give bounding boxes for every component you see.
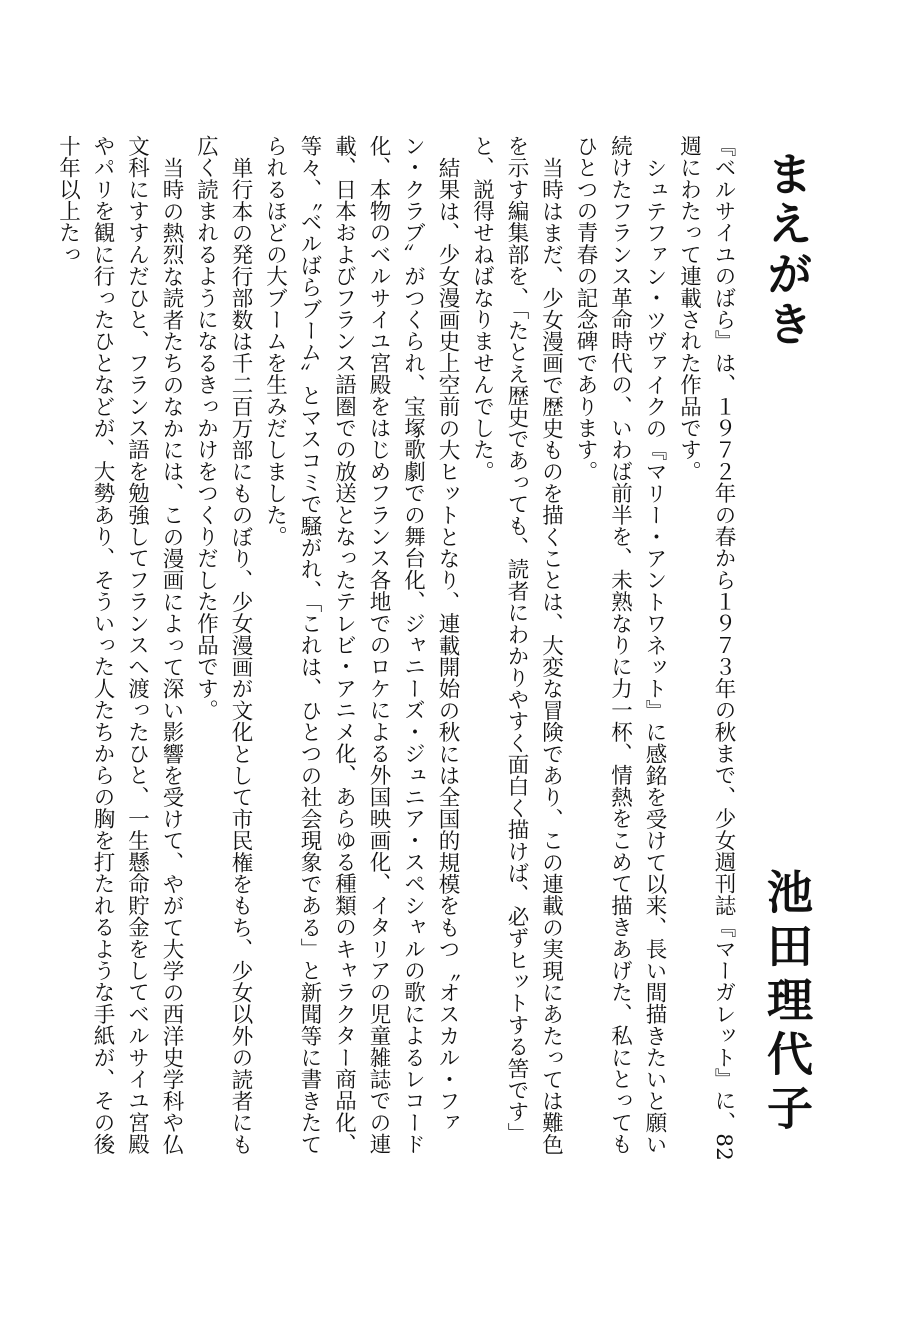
paragraph: シュテファン・ツヴァイクの『マリー・アントワネット』に感銘を受けて以来、長い間描きたいと願い続けたフランス革命時代の、いわば前半を、未熟なりに力一杯、情熱をこめて描きあげた、私にとってもひとつの青春の記念碑であります。	[573, 135, 667, 1155]
paragraph: 結果は、少女漫画史上空前の大ヒットとなり、連載開始の秋には全国的規模をもつ〝オスカル・ファン・クラブ〟がつくられ、宝塚歌劇での舞台化、ジャニーズ・ジュニア・スペシャルの歌によるレコード化、本物のベルサイユ宮殿をはじめフランス各地でのロケによる外国映画化、イタリアの児童雑誌での連載、日本およびフランス語圏での放送となったテレビ・アニメ化、あらゆる種類のキャラクター商品化、等々、〝ベルばらブーム〟とマスコミで騒がれ、「これは、ひとつの社会現象である」と新聞等に書きたてられるほどの大ブームを生みだしました。	[262, 135, 460, 1156]
paragraph: 単行本の発行部数は千二百万部にものぼり、少女漫画が文化として市民権をもち、少女以外の読者にも広く読まれるようになるきっかけをつくりだした作品です。	[193, 135, 253, 1155]
page-title: まえがき	[760, 150, 814, 350]
author-name: 池田理代子	[760, 868, 814, 1138]
paragraph: 当時の熱烈な読者たちのなかには、この漫画によって深い影響を受けて、やがて大学の西洋史学科や仏文科にすすんだひと、フランス語を勉強してフランスへ渡ったひと、一生懸命貯金をしてベルサイユ宮殿やパリを観に行ったひとなどが、大勢あり、そういった人たちからの胸を打たれるような手紙が、その後十年以上たっ	[55, 135, 184, 1155]
paragraph: 『ベルサイユのばら』は、１９７２年の春から１９７３年の秋まで、少女週刊誌『マーガレット』に、82週にわたって連載された作品です。	[676, 135, 736, 1161]
preface-body	[55, 135, 740, 1165]
paragraph: 当時はまだ、少女漫画で歴史ものを描くことは、大変な冒険であり、この連載の実現にあたっては難色を示す編集部を、「たとえ歴史であっても、読者にわかりやすく面白く描けば、必ずヒットする筈です」と、説得せねばなりませんでした。	[469, 135, 564, 1155]
